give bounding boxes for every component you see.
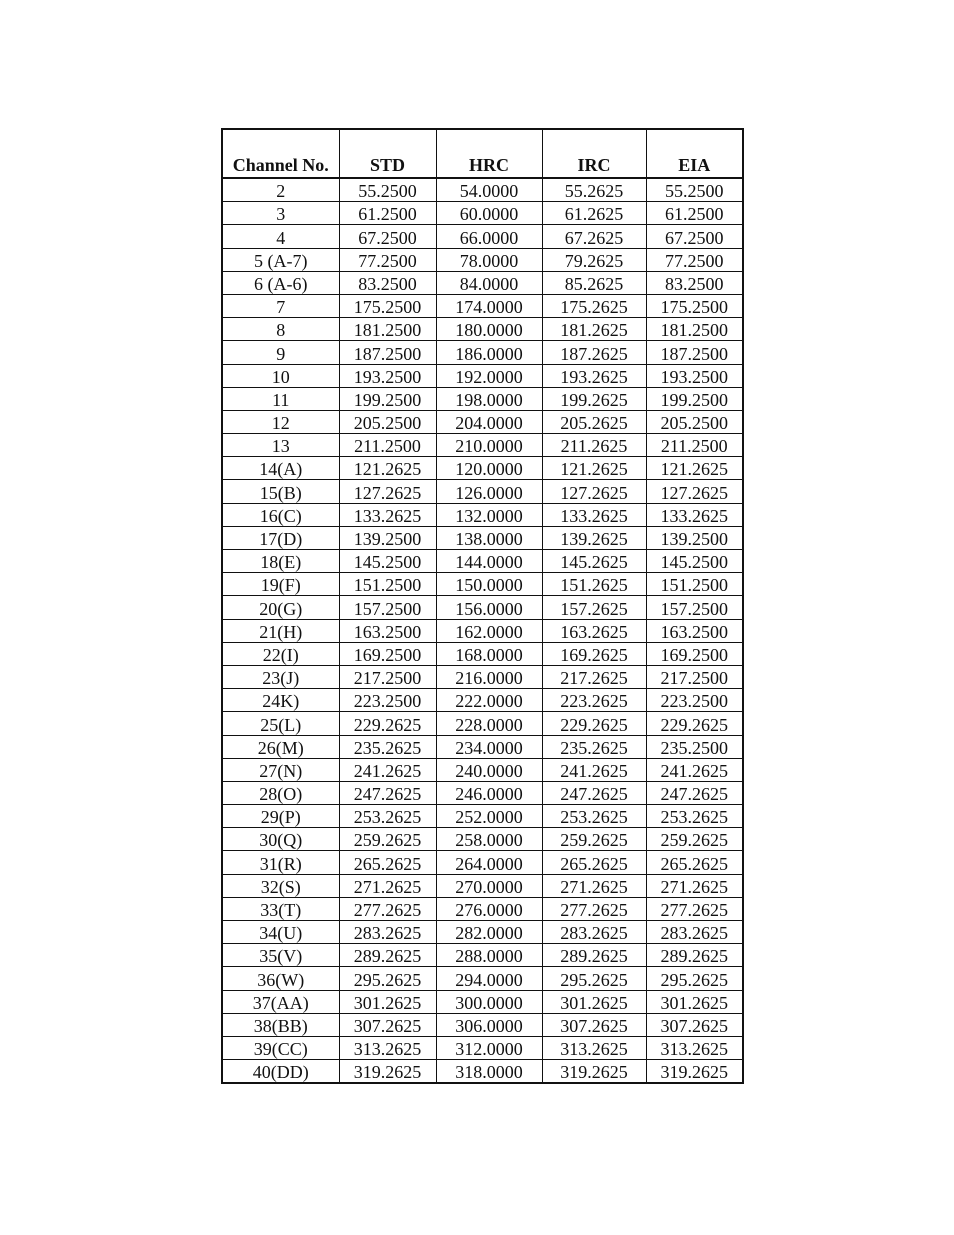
table-row <box>222 364 743 387</box>
channel-no-cell: 14(A) <box>222 457 339 480</box>
hrc-cell: 54.0000 <box>436 178 542 202</box>
table-row <box>222 503 743 526</box>
channel-no-cell: 16(C) <box>222 503 339 526</box>
hrc-cell: 258.0000 <box>436 828 542 851</box>
hrc-cell: 186.0000 <box>436 341 542 364</box>
hrc-cell: 174.0000 <box>436 294 542 317</box>
channel-no-cell: 28(O) <box>222 781 339 804</box>
irc-cell: 67.2625 <box>542 225 646 248</box>
channel-no-cell: 9 <box>222 341 339 364</box>
std-cell: 313.2625 <box>339 1036 436 1059</box>
channel-no-cell: 24K) <box>222 689 339 712</box>
std-cell: 199.2500 <box>339 387 436 410</box>
table-row <box>222 434 743 457</box>
std-cell: 83.2500 <box>339 271 436 294</box>
channel-no-cell: 13 <box>222 434 339 457</box>
irc-cell: 187.2625 <box>542 341 646 364</box>
channel-no-cell: 2 <box>222 178 339 202</box>
irc-cell: 205.2625 <box>542 410 646 433</box>
table-row <box>222 526 743 549</box>
std-cell: 241.2625 <box>339 758 436 781</box>
irc-cell: 223.2625 <box>542 689 646 712</box>
header-irc: IRC <box>542 129 646 178</box>
hrc-cell: 312.0000 <box>436 1036 542 1059</box>
irc-cell: 283.2625 <box>542 921 646 944</box>
table-row <box>222 990 743 1013</box>
irc-cell: 265.2625 <box>542 851 646 874</box>
eia-cell: 253.2625 <box>646 805 743 828</box>
std-cell: 193.2500 <box>339 364 436 387</box>
eia-cell: 205.2500 <box>646 410 743 433</box>
table-row <box>222 1013 743 1036</box>
hrc-cell: 306.0000 <box>436 1013 542 1036</box>
channel-no-cell: 6 (A-6) <box>222 271 339 294</box>
channel-no-cell: 39(CC) <box>222 1036 339 1059</box>
hrc-cell: 246.0000 <box>436 781 542 804</box>
std-cell: 163.2500 <box>339 619 436 642</box>
header-std: STD <box>339 129 436 178</box>
channel-no-cell: 20(G) <box>222 596 339 619</box>
table-row <box>222 410 743 433</box>
irc-cell: 217.2625 <box>542 665 646 688</box>
std-cell: 289.2625 <box>339 944 436 967</box>
hrc-cell: 294.0000 <box>436 967 542 990</box>
std-cell: 145.2500 <box>339 550 436 573</box>
channel-no-cell: 11 <box>222 387 339 410</box>
hrc-cell: 168.0000 <box>436 642 542 665</box>
eia-cell: 67.2500 <box>646 225 743 248</box>
table-row <box>222 1036 743 1059</box>
channel-no-cell: 38(BB) <box>222 1013 339 1036</box>
hrc-cell: 288.0000 <box>436 944 542 967</box>
header-eia: EIA <box>646 129 743 178</box>
channel-no-cell: 34(U) <box>222 921 339 944</box>
table-row <box>222 642 743 665</box>
irc-cell: 259.2625 <box>542 828 646 851</box>
irc-cell: 235.2625 <box>542 735 646 758</box>
channel-no-cell: 5 (A-7) <box>222 248 339 271</box>
table-body <box>222 178 743 1083</box>
irc-cell: 151.2625 <box>542 573 646 596</box>
channel-no-cell: 29(P) <box>222 805 339 828</box>
hrc-cell: 60.0000 <box>436 202 542 225</box>
irc-cell: 277.2625 <box>542 897 646 920</box>
hrc-cell: 138.0000 <box>436 526 542 549</box>
std-cell: 169.2500 <box>339 642 436 665</box>
eia-cell: 169.2500 <box>646 642 743 665</box>
table-row <box>222 828 743 851</box>
table-row <box>222 851 743 874</box>
eia-cell: 211.2500 <box>646 434 743 457</box>
table-header <box>222 129 743 178</box>
channel-no-cell: 40(DD) <box>222 1060 339 1084</box>
hrc-cell: 132.0000 <box>436 503 542 526</box>
std-cell: 61.2500 <box>339 202 436 225</box>
hrc-cell: 270.0000 <box>436 874 542 897</box>
hrc-cell: 234.0000 <box>436 735 542 758</box>
table-row <box>222 480 743 503</box>
std-cell: 133.2625 <box>339 503 436 526</box>
channel-no-cell: 7 <box>222 294 339 317</box>
irc-cell: 169.2625 <box>542 642 646 665</box>
std-cell: 187.2500 <box>339 341 436 364</box>
document-page <box>221 128 742 1084</box>
eia-cell: 181.2500 <box>646 318 743 341</box>
channel-no-cell: 26(M) <box>222 735 339 758</box>
eia-cell: 193.2500 <box>646 364 743 387</box>
hrc-cell: 204.0000 <box>436 410 542 433</box>
table-row <box>222 178 743 202</box>
eia-cell: 235.2500 <box>646 735 743 758</box>
std-cell: 217.2500 <box>339 665 436 688</box>
irc-cell: 211.2625 <box>542 434 646 457</box>
eia-cell: 217.2500 <box>646 665 743 688</box>
table-row <box>222 944 743 967</box>
irc-cell: 193.2625 <box>542 364 646 387</box>
hrc-cell: 180.0000 <box>436 318 542 341</box>
std-cell: 223.2500 <box>339 689 436 712</box>
header-channel-no: Channel No. <box>222 129 339 178</box>
std-cell: 175.2500 <box>339 294 436 317</box>
hrc-cell: 318.0000 <box>436 1060 542 1084</box>
table-row <box>222 573 743 596</box>
irc-cell: 127.2625 <box>542 480 646 503</box>
table-row <box>222 619 743 642</box>
irc-cell: 85.2625 <box>542 271 646 294</box>
std-cell: 77.2500 <box>339 248 436 271</box>
irc-cell: 181.2625 <box>542 318 646 341</box>
std-cell: 307.2625 <box>339 1013 436 1036</box>
channel-no-cell: 32(S) <box>222 874 339 897</box>
table-row <box>222 967 743 990</box>
table-row <box>222 596 743 619</box>
table-row <box>222 758 743 781</box>
eia-cell: 283.2625 <box>646 921 743 944</box>
eia-cell: 295.2625 <box>646 967 743 990</box>
table-row <box>222 225 743 248</box>
irc-cell: 145.2625 <box>542 550 646 573</box>
std-cell: 55.2500 <box>339 178 436 202</box>
irc-cell: 61.2625 <box>542 202 646 225</box>
hrc-cell: 162.0000 <box>436 619 542 642</box>
table-row <box>222 689 743 712</box>
irc-cell: 229.2625 <box>542 712 646 735</box>
std-cell: 295.2625 <box>339 967 436 990</box>
hrc-cell: 150.0000 <box>436 573 542 596</box>
hrc-cell: 276.0000 <box>436 897 542 920</box>
channel-no-cell: 23(J) <box>222 665 339 688</box>
hrc-cell: 222.0000 <box>436 689 542 712</box>
hrc-cell: 228.0000 <box>436 712 542 735</box>
std-cell: 235.2625 <box>339 735 436 758</box>
eia-cell: 157.2500 <box>646 596 743 619</box>
irc-cell: 271.2625 <box>542 874 646 897</box>
hrc-cell: 282.0000 <box>436 921 542 944</box>
std-cell: 283.2625 <box>339 921 436 944</box>
table-row <box>222 341 743 364</box>
eia-cell: 127.2625 <box>646 480 743 503</box>
hrc-cell: 300.0000 <box>436 990 542 1013</box>
table-row <box>222 805 743 828</box>
hrc-cell: 84.0000 <box>436 271 542 294</box>
channel-no-cell: 35(V) <box>222 944 339 967</box>
std-cell: 259.2625 <box>339 828 436 851</box>
irc-cell: 295.2625 <box>542 967 646 990</box>
std-cell: 181.2500 <box>339 318 436 341</box>
irc-cell: 157.2625 <box>542 596 646 619</box>
irc-cell: 289.2625 <box>542 944 646 967</box>
eia-cell: 187.2500 <box>646 341 743 364</box>
eia-cell: 151.2500 <box>646 573 743 596</box>
channel-no-cell: 4 <box>222 225 339 248</box>
eia-cell: 319.2625 <box>646 1060 743 1084</box>
channel-no-cell: 37(AA) <box>222 990 339 1013</box>
eia-cell: 175.2500 <box>646 294 743 317</box>
channel-no-cell: 22(I) <box>222 642 339 665</box>
table-row <box>222 318 743 341</box>
eia-cell: 77.2500 <box>646 248 743 271</box>
channel-no-cell: 17(D) <box>222 526 339 549</box>
channel-no-cell: 36(W) <box>222 967 339 990</box>
std-cell: 205.2500 <box>339 410 436 433</box>
std-cell: 157.2500 <box>339 596 436 619</box>
irc-cell: 79.2625 <box>542 248 646 271</box>
channel-no-cell: 33(T) <box>222 897 339 920</box>
irc-cell: 199.2625 <box>542 387 646 410</box>
eia-cell: 163.2500 <box>646 619 743 642</box>
eia-cell: 241.2625 <box>646 758 743 781</box>
std-cell: 253.2625 <box>339 805 436 828</box>
hrc-cell: 198.0000 <box>436 387 542 410</box>
hrc-cell: 252.0000 <box>436 805 542 828</box>
channel-no-cell: 30(Q) <box>222 828 339 851</box>
table-row <box>222 1060 743 1084</box>
std-cell: 121.2625 <box>339 457 436 480</box>
eia-cell: 271.2625 <box>646 874 743 897</box>
irc-cell: 55.2625 <box>542 178 646 202</box>
table-row <box>222 550 743 573</box>
table-row <box>222 457 743 480</box>
std-cell: 271.2625 <box>339 874 436 897</box>
channel-no-cell: 21(H) <box>222 619 339 642</box>
table-row <box>222 387 743 410</box>
eia-cell: 301.2625 <box>646 990 743 1013</box>
eia-cell: 259.2625 <box>646 828 743 851</box>
irc-cell: 133.2625 <box>542 503 646 526</box>
eia-cell: 307.2625 <box>646 1013 743 1036</box>
hrc-cell: 144.0000 <box>436 550 542 573</box>
irc-cell: 319.2625 <box>542 1060 646 1084</box>
table-row <box>222 874 743 897</box>
eia-cell: 145.2500 <box>646 550 743 573</box>
eia-cell: 121.2625 <box>646 457 743 480</box>
hrc-cell: 126.0000 <box>436 480 542 503</box>
irc-cell: 163.2625 <box>542 619 646 642</box>
channel-frequency-table <box>221 128 744 1084</box>
std-cell: 211.2500 <box>339 434 436 457</box>
irc-cell: 175.2625 <box>542 294 646 317</box>
std-cell: 265.2625 <box>339 851 436 874</box>
eia-cell: 55.2500 <box>646 178 743 202</box>
hrc-cell: 210.0000 <box>436 434 542 457</box>
eia-cell: 229.2625 <box>646 712 743 735</box>
hrc-cell: 264.0000 <box>436 851 542 874</box>
eia-cell: 199.2500 <box>646 387 743 410</box>
irc-cell: 301.2625 <box>542 990 646 1013</box>
eia-cell: 247.2625 <box>646 781 743 804</box>
irc-cell: 241.2625 <box>542 758 646 781</box>
std-cell: 127.2625 <box>339 480 436 503</box>
eia-cell: 223.2500 <box>646 689 743 712</box>
irc-cell: 307.2625 <box>542 1013 646 1036</box>
std-cell: 139.2500 <box>339 526 436 549</box>
header-row <box>222 129 743 178</box>
hrc-cell: 120.0000 <box>436 457 542 480</box>
eia-cell: 61.2500 <box>646 202 743 225</box>
eia-cell: 277.2625 <box>646 897 743 920</box>
irc-cell: 247.2625 <box>542 781 646 804</box>
header-hrc: HRC <box>436 129 542 178</box>
hrc-cell: 66.0000 <box>436 225 542 248</box>
std-cell: 301.2625 <box>339 990 436 1013</box>
table-row <box>222 294 743 317</box>
channel-no-cell: 12 <box>222 410 339 433</box>
std-cell: 67.2500 <box>339 225 436 248</box>
table-row <box>222 781 743 804</box>
hrc-cell: 156.0000 <box>436 596 542 619</box>
irc-cell: 253.2625 <box>542 805 646 828</box>
table-row <box>222 921 743 944</box>
table-row <box>222 735 743 758</box>
channel-no-cell: 10 <box>222 364 339 387</box>
table-row <box>222 202 743 225</box>
hrc-cell: 78.0000 <box>436 248 542 271</box>
channel-no-cell: 25(L) <box>222 712 339 735</box>
eia-cell: 133.2625 <box>646 503 743 526</box>
std-cell: 277.2625 <box>339 897 436 920</box>
irc-cell: 313.2625 <box>542 1036 646 1059</box>
table-row <box>222 248 743 271</box>
channel-no-cell: 27(N) <box>222 758 339 781</box>
channel-no-cell: 3 <box>222 202 339 225</box>
eia-cell: 139.2500 <box>646 526 743 549</box>
channel-no-cell: 18(E) <box>222 550 339 573</box>
channel-no-cell: 31(R) <box>222 851 339 874</box>
eia-cell: 313.2625 <box>646 1036 743 1059</box>
std-cell: 319.2625 <box>339 1060 436 1084</box>
irc-cell: 121.2625 <box>542 457 646 480</box>
channel-no-cell: 8 <box>222 318 339 341</box>
eia-cell: 289.2625 <box>646 944 743 967</box>
irc-cell: 139.2625 <box>542 526 646 549</box>
hrc-cell: 216.0000 <box>436 665 542 688</box>
hrc-cell: 240.0000 <box>436 758 542 781</box>
channel-no-cell: 19(F) <box>222 573 339 596</box>
std-cell: 229.2625 <box>339 712 436 735</box>
table-row <box>222 665 743 688</box>
table-row <box>222 271 743 294</box>
eia-cell: 83.2500 <box>646 271 743 294</box>
table-row <box>222 897 743 920</box>
eia-cell: 265.2625 <box>646 851 743 874</box>
channel-no-cell: 15(B) <box>222 480 339 503</box>
hrc-cell: 192.0000 <box>436 364 542 387</box>
std-cell: 151.2500 <box>339 573 436 596</box>
std-cell: 247.2625 <box>339 781 436 804</box>
table-row <box>222 712 743 735</box>
